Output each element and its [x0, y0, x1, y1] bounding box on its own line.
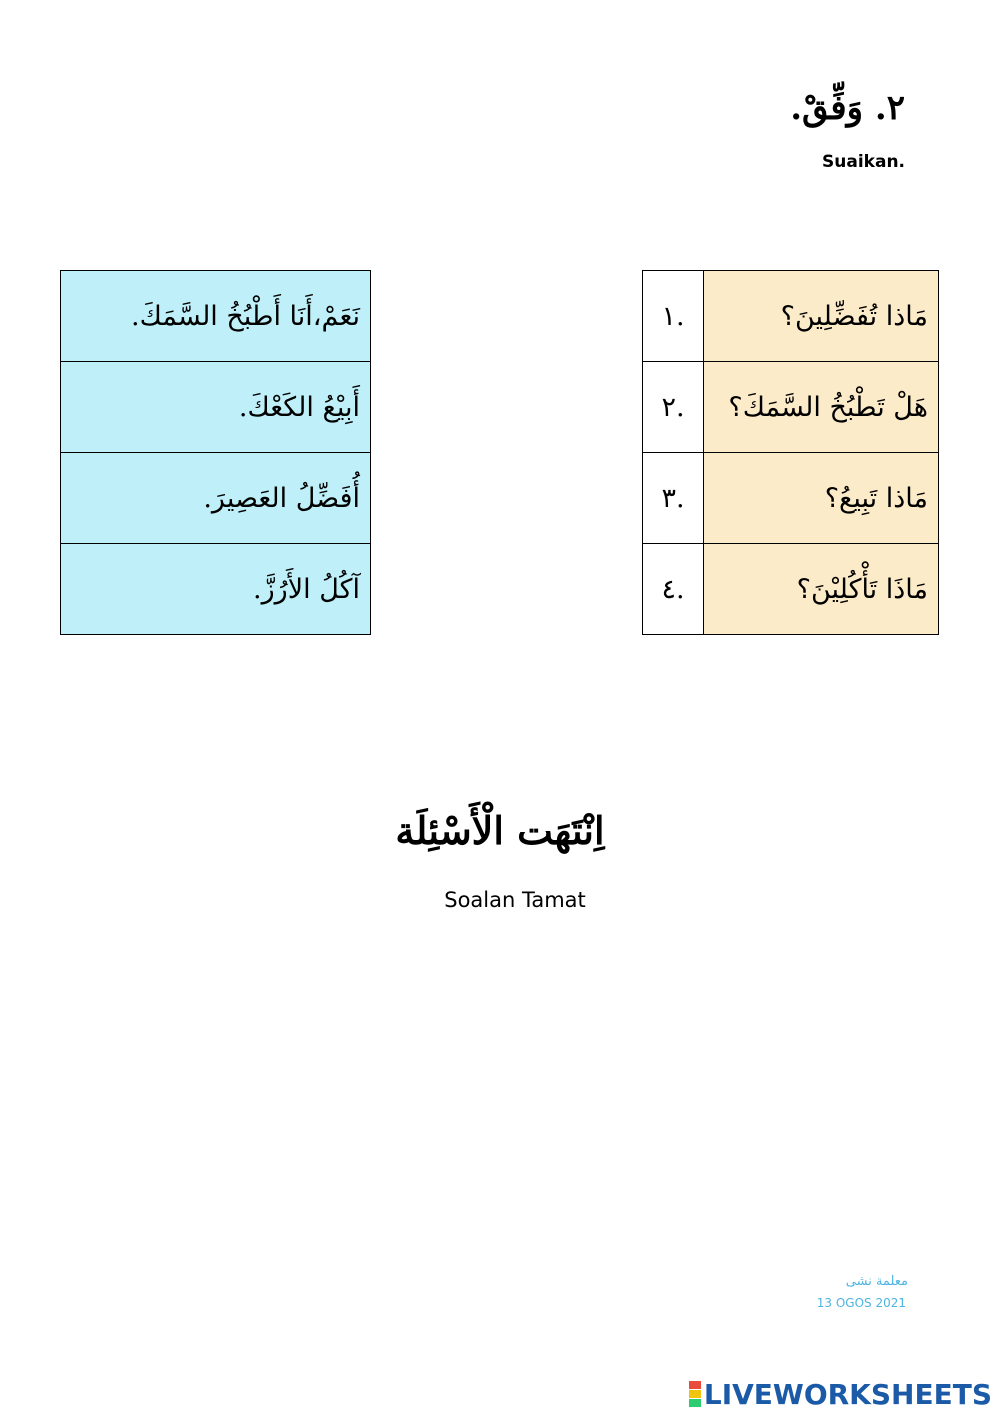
worksheet-date: 13 OGOS 2021 — [816, 1296, 906, 1310]
logo-block-green — [689, 1399, 701, 1407]
instruction-title-arabic: ٢. وَفِّقْ. — [790, 88, 905, 128]
answer-text[interactable]: أَبِيْعُ الكَعْكَ. — [61, 362, 371, 453]
question-number: .٢ — [643, 362, 704, 453]
question-text[interactable]: مَاذا تَبِيعُ؟ — [704, 453, 939, 544]
answer-row — [61, 453, 371, 544]
answer-text[interactable]: آكُلُ الأَرُزَّ. — [61, 544, 371, 635]
answer-row — [61, 271, 371, 362]
teacher-name: معلمة نشى — [845, 1274, 908, 1289]
answer-text[interactable]: نَعَمْ،أَنَا أَطْبُخُ السَّمَكَ. — [61, 271, 371, 362]
question-row — [643, 362, 939, 453]
answer-row — [61, 362, 371, 453]
instruction-title-malay: Suaikan. — [822, 152, 905, 172]
answers-table — [60, 270, 371, 635]
question-text[interactable]: مَاذا تُفَضِّلِينَ؟ — [704, 271, 939, 362]
liveworksheets-brand[interactable] — [689, 1378, 992, 1411]
liveworksheets-logo-icon — [689, 1381, 701, 1408]
closing-malay: Soalan Tamat — [444, 888, 586, 912]
answer-row — [61, 544, 371, 635]
question-text[interactable]: هَلْ تَطْبُخُ السَّمَكَ؟ — [704, 362, 939, 453]
question-text[interactable]: مَاذَا تَأْكُلِيْنَ؟ — [704, 544, 939, 635]
question-number: .١ — [643, 271, 704, 362]
brand-name: LIVEWORKSHEETS — [703, 1378, 992, 1411]
question-row — [643, 271, 939, 362]
question-row — [643, 453, 939, 544]
logo-block-yellow — [689, 1390, 701, 1398]
answer-text[interactable]: أُفَضِّلُ العَصِيرَ. — [61, 453, 371, 544]
question-number: .٤ — [643, 544, 704, 635]
questions-table — [642, 270, 939, 635]
question-row — [643, 544, 939, 635]
closing-arabic: اِنْتَهَت الْأَسْئِلَة — [395, 808, 605, 853]
logo-block-red — [689, 1381, 701, 1389]
question-number: .٣ — [643, 453, 704, 544]
